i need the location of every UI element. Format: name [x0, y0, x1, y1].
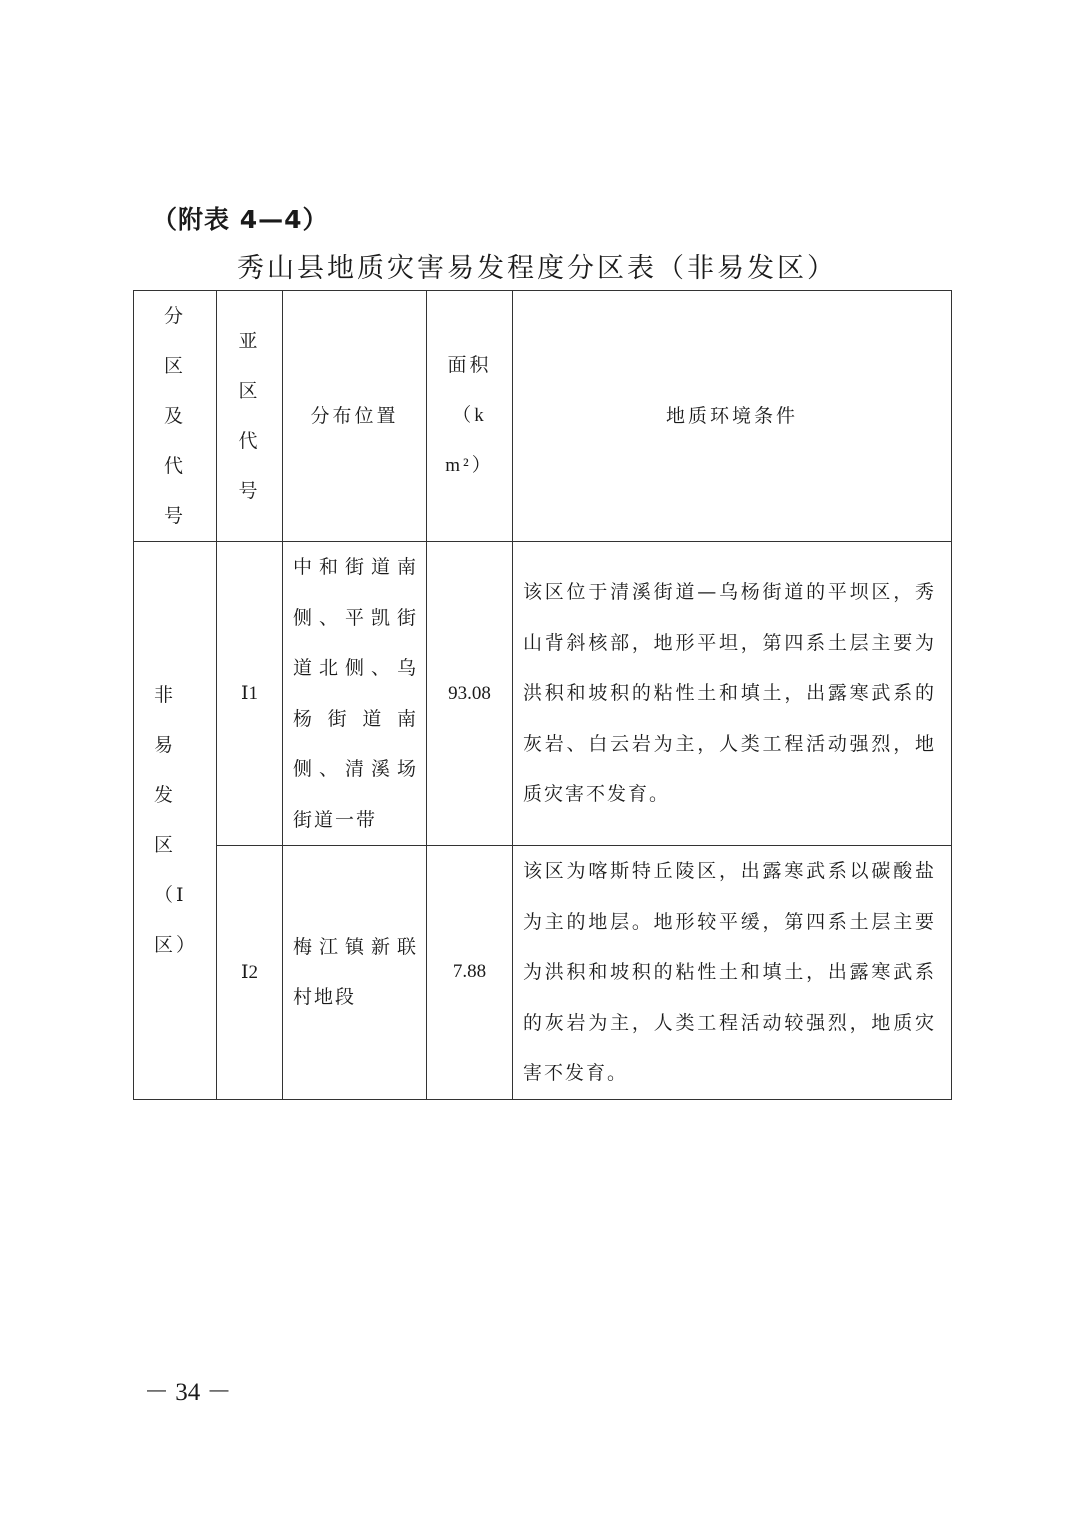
annex-label: （附表 4—4） [152, 205, 329, 234]
subzone-code: Ⅰ2 [217, 846, 283, 1100]
header-conditions: 地质环境条件 [513, 291, 952, 542]
header-subzone-code-label: 亚区代号 [238, 330, 261, 502]
header-location: 分布位置 [283, 291, 427, 542]
table-row [134, 846, 952, 1100]
header-zone-and-code-label: 分区及代号 [163, 305, 186, 527]
header-subzone-code [217, 291, 283, 542]
zoning-table [133, 290, 952, 1100]
page-number: － 34 － [144, 1379, 232, 1406]
table-header-row [134, 291, 952, 542]
location-cell: 梅江镇新联村地段 [283, 846, 427, 1100]
conditions-cell: 该区为喀斯特丘陵区，出露寒武系以碳酸盐为主的地层。地形较平缓，第四系土层主要为洪积和坡积的粘性土和填土，出露寒武系的灰岩为主，人类工程活动较强烈，地质灾害不发育。 [513, 846, 952, 1100]
table-title: 秀山县地质灾害易发程度分区表（非易发区） [237, 253, 837, 284]
zone-name-cell [134, 542, 217, 1100]
header-area [427, 291, 513, 542]
header-zone-and-code [134, 291, 217, 542]
conditions-cell: 该区位于清溪街道—乌杨街道的平坝区，秀山背斜核部，地形平坦，第四系土层主要为洪积和坡积的粘性土和填土，出露寒武系的灰岩、白云岩为主，人类工程活动强烈，地质灾害不发育。 [513, 542, 952, 846]
zone-name: 非易发区（Ⅰ区） [154, 684, 199, 957]
subzone-code: Ⅰ1 [217, 542, 283, 846]
area-cell: 7.88 [427, 846, 513, 1100]
table-row [134, 542, 952, 846]
area-cell: 93.08 [427, 542, 513, 846]
location-cell: 中和街道南侧、平凯街道北侧、乌杨街道南侧、清溪场街道一带 [283, 542, 427, 846]
header-area-label: 面积（km²） [445, 355, 494, 476]
